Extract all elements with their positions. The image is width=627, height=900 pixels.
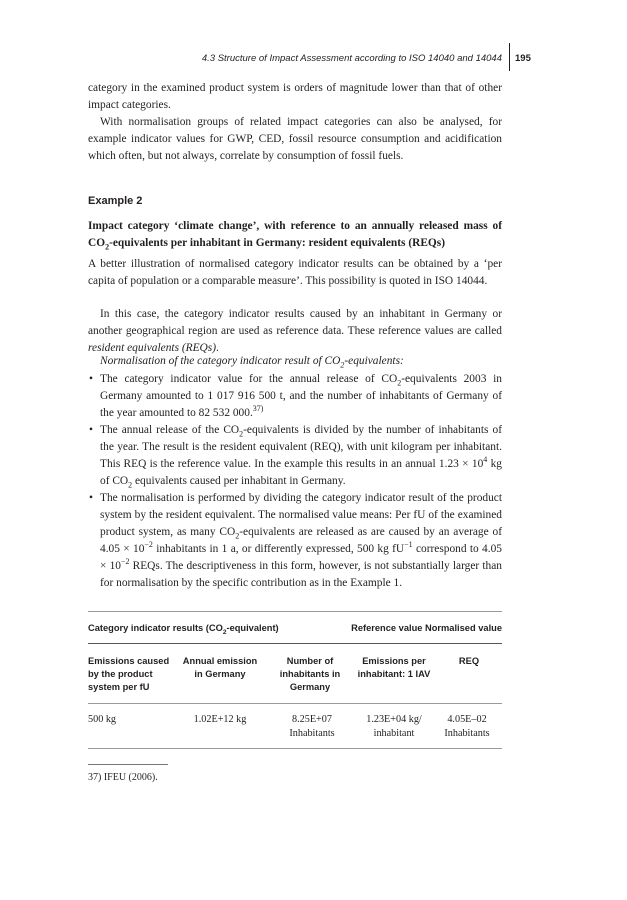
table-column-header: Annual emission in Germany [182, 656, 258, 679]
table-cell: 4.05E–02 Inhabitants [444, 714, 490, 739]
normalisation-steps-list [88, 371, 502, 592]
intro-paragraph-2: With normalisation groups of related impact categories can also be analysed, for example indicator values for GWP, CED, fossil resource consumption and acidification which often, but not always, correlate by consumption of fossil fuels. [88, 116, 502, 162]
table-group-header-left: Category indicator results $(CO_2-equivalent)$ [88, 623, 279, 636]
table-body-rule [88, 703, 502, 704]
normalisation-heading: Normalisation of the category indicator result of $CO_2$-equivalents: [100, 355, 404, 370]
list-item: • The annual release of the $CO_2$-equivalents is divided by the number of inhabitants of the year. The result is the resident equivalent (REQ), with unit kilogram per inhabitant. This REQ is the reference value. In the example this results in an annual $1.23 \times 10^4$ kg of $CO_2$ equivalents caused per inhabitant in Germany. [88, 422, 502, 490]
intro-paragraph-1: category in the examined product system is orders of magnitude lower than that of other impact categories. [88, 82, 502, 111]
table-cell: 8.25E+07 Inhabitants [289, 714, 335, 739]
table-cell: 500 kg [88, 714, 117, 725]
table-header-rule [88, 643, 502, 644]
table-column-header: REQ [458, 656, 480, 666]
table-column-header: Number of inhabitants in Germany [279, 656, 341, 692]
table-top-rule [88, 611, 502, 612]
header-divider [509, 43, 510, 71]
page-number: 195 [515, 53, 531, 64]
table-column-header: Emissions per inhabitant: 1 IAV [357, 656, 431, 679]
running-header-title: 4.3 Structure of Impact Assessment according to ISO 14040 and 14044 [201, 53, 502, 64]
table-cell: 1.02E+12 kg [193, 714, 247, 725]
table-column-header: Emissions caused by the product system per fU [88, 656, 170, 692]
example-subtitle: Impact category ‘climate change’, with reference to an annually released mass of $CO_2$-equivalents per inhabitant in Germany: resident equivalents (REQs) [88, 220, 502, 252]
example-paragraph-2: In this case, the category indicator results caused by an inhabitant in Germany or another geographical region are used as reference data. These reference values are called resident equivalents (REQs). [88, 308, 502, 354]
list-item: • The normalisation is performed by dividing the category indicator result of the product system by the resident equivalent. The normalised value means: Per fU of the examined product system, as many $CO_2$-equivalents are released as are caused by an average of $4.05 \times 10^{-2}$ inhabitants in 1 a, or differently expressed, 500 kg $fU^{-1}$ correspond to $4.05 \times 10^{-2}$ REQs. The descriptiveness in this form, however, is not substantially larger than for normalisation by the specific contribution as in the Example 1. [88, 490, 502, 592]
example-title: Example 2 [88, 195, 143, 207]
table-bottom-rule [88, 748, 502, 749]
table-cell: 1.23E+04 kg/ inhabitant [366, 714, 422, 739]
footnote-divider [88, 764, 168, 765]
footnote: 37) IFEU (2006). [88, 772, 158, 783]
table-group-header-right: Reference value Normalised value [351, 623, 502, 633]
list-item: • The category indicator value for the annual release of $CO_2$-equivalents 2003 in Germany amounted to 1 017 916 500 t, and the number of inhabitants of Germany of the year amounted to 82 532 000.$^{37)}$ [88, 371, 502, 422]
example-paragraph-1: A better illustration of normalised category indicator results can be obtained by a ‘per capita of population or a comparable measure’. This possibility is quoted in ISO 14044. [88, 258, 502, 287]
